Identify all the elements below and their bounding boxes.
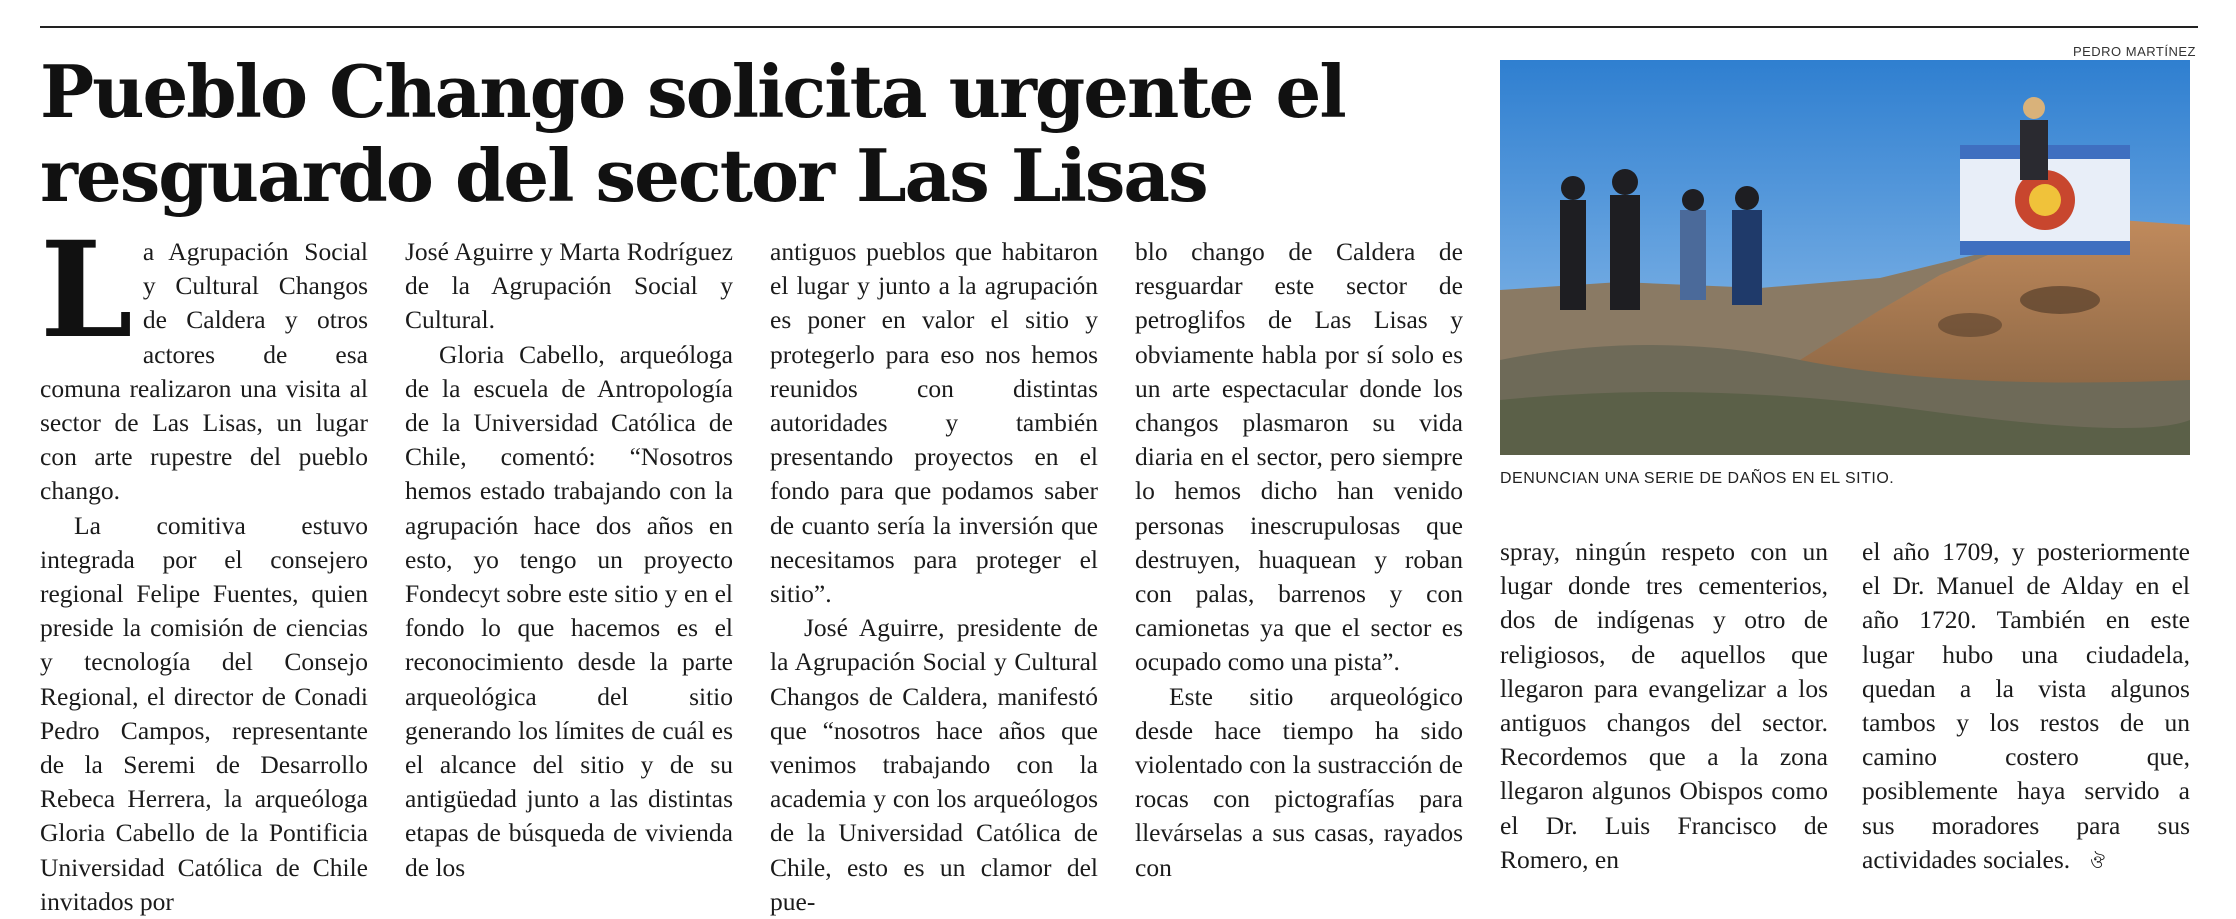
article-column-6 <box>1862 535 2190 880</box>
drop-cap: L <box>40 213 133 368</box>
paragraph: spray, ningún respeto con un lugar donde tres cementerios, dos de indígenas y otro de religiosos, de aquellos que llegaron para evangelizar a los antiguos changos del sector. Recordemos que a la zona llegaron algunos Obispos como el Dr. Luis Francisco de Romero, en <box>1500 537 1828 874</box>
article-column-1 <box>40 213 368 919</box>
paragraph: Gloria Cabello, arqueóloga de la escuela de Antropología de la Universidad Católica de Chile, comentó: “Nosotros hemos estado trabajando con la agrupación hace dos años en esto, yo tengo un proyecto Fondecyt sobre este sitio y en el fondo lo que hacemos es el reconocimiento desde la parte arqueológica del sitio generando los límites de cuál es el alcance del sitio y de su antigüedad junto a las distintas etapas de búsqueda de vivienda de los <box>405 339 733 882</box>
article-column-4 <box>1135 235 1463 885</box>
article-photo <box>1500 60 2190 455</box>
article-column-2 <box>405 235 733 885</box>
paragraph: a Agrupación Social y Cultural Changos de Caldera y otros actores de esa comuna realizaron una visita al sector de Las Lisas, un lugar con arte rupestre del pueblo chango. <box>40 237 368 506</box>
paragraph: antiguos pueblos que habitaron el lugar y junto a la agrupación es poner en valor el sitio y protegerlo para eso nos hemos reunidos con distintas autoridades y también presentando proyectos en el fondo para que podamos saber de cuanto sería la inversión que necesitamos para proteger el sitio”. <box>770 237 1098 609</box>
photo-credit: PEDRO MARTÍNEZ <box>2072 44 2196 59</box>
paragraph <box>1862 535 2190 880</box>
paragraph: blo chango de Caldera de resguardar este sector de petroglifos de Las Lisas y obviamente habla por sí solo es un arte espectacular donde los changos plasmaron su vida diaria en el sector, pero siempre lo hemos dicho han venido personas inescrupulosas que destruyen, huaquean y roban con palas, barrenos y con camionetas ya que el sector es ocupado como una pista”. <box>1135 237 1463 677</box>
paragraph: José Aguirre y Marta Rodríguez de la Agrupación Social y Cultural. <box>405 237 733 335</box>
headline-line-1: Pueblo Chango solicita urgente el <box>40 49 1345 134</box>
article-column-3 <box>770 235 1098 919</box>
headline <box>40 50 1480 218</box>
paragraph: Este sitio arqueológico desde hace tiempo ha sido violentado con la sustracción de rocas con pictografías para llevárselas a sus casas, rayados con <box>1135 681 1463 882</box>
paragraph-text: el año 1709, y posteriormente el Dr. Manuel de Alday en el año 1720. También en este lugar hubo una ciudadela, quedan a la vista algunos tambos y los restos de un camino costero que, posiblemente haya servido a sus moradores para sus actividades sociales. <box>1862 537 2190 874</box>
photo-illustration <box>1500 60 2190 455</box>
article-column-5 <box>1500 535 1828 877</box>
top-rule <box>40 26 2198 28</box>
photo-caption: DENUNCIAN UNA SERIE DE DAÑOS EN EL SITIO. <box>1500 470 1895 487</box>
end-mark-icon: ঔ <box>2090 851 2105 873</box>
paragraph: José Aguirre, presidente de la Agrupación Social y Cultural Changos de Caldera, manifestó que “nosotros hace años que venimos trabajando con la academia y con los arqueólogos de la Universidad Católica de Chile, esto es un clamor del pue- <box>770 613 1098 916</box>
headline-line-2: resguardo del sector Las Lisas <box>40 133 1207 218</box>
paragraph: La comitiva estuvo integrada por el consejero regional Felipe Fuentes, quien preside la comisión de ciencias y tecnología del Consejo Regional, el director de Conadi Pedro Campos, representante de la Seremi de Desarrollo Rebeca Herrera, la arqueóloga Gloria Cabello de la Pontificia Universidad Católica de Chile invitados por <box>40 510 368 916</box>
